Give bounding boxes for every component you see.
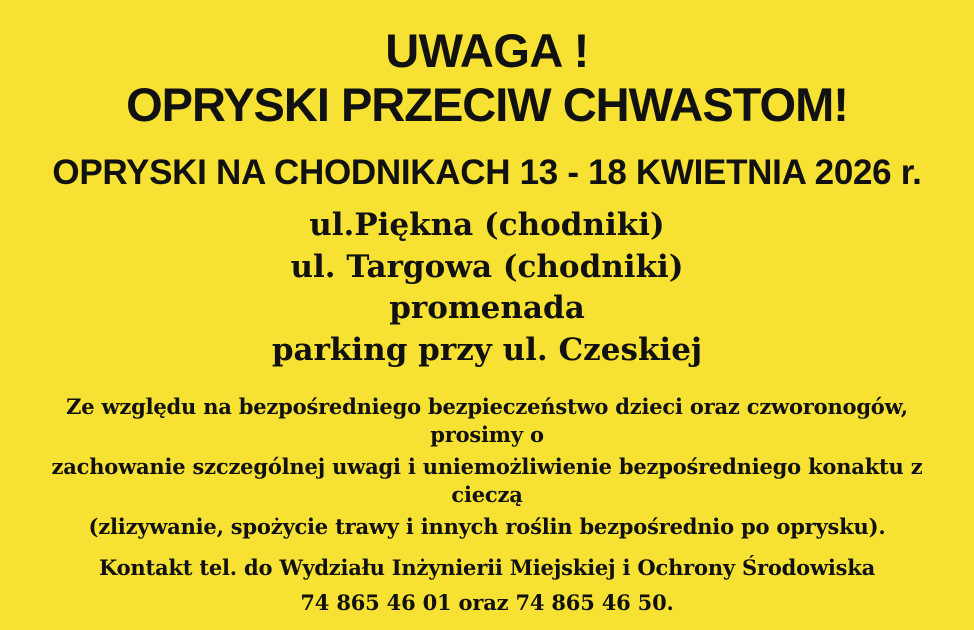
contact-block [20, 554, 954, 616]
schedule-line: OPRYSKI NA CHODNIKACH 13 - 18 KWIETNIA 2026 r. [52, 152, 922, 192]
headline-subject: OPRYSKI PRZECIW CHWASTOM! [126, 77, 848, 131]
location-list [272, 206, 702, 371]
safety-notice [20, 393, 954, 542]
notice-line: Ze względu na bezpośredniego bezpieczeństwo dzieci oraz czworonogów, prosimy o [66, 393, 908, 448]
list-item: ul. Targowa (chodniki) [290, 248, 684, 285]
list-item: ul.Piękna (chodniki) [309, 207, 665, 244]
notice-line: (zlizywanie, spożycie trawy i innych roślin bezpośrednio po oprysku). [88, 514, 886, 539]
notice-line: zachowanie szczególnej uwagi i uniemożliwienie bezpośredniego konaktu z cieczą [51, 453, 923, 508]
contact-department: Kontakt tel. do Wydziału Inżynierii Miejskiej i Ochrony Środowiska [99, 554, 875, 580]
list-item: parking przy ul. Czeskiej [271, 332, 703, 369]
headline-warning: UWAGA ! [385, 24, 589, 77]
list-item: promenada [389, 290, 585, 327]
contact-phone-numbers: 74 865 46 01 oraz 74 865 46 50. [300, 590, 674, 616]
